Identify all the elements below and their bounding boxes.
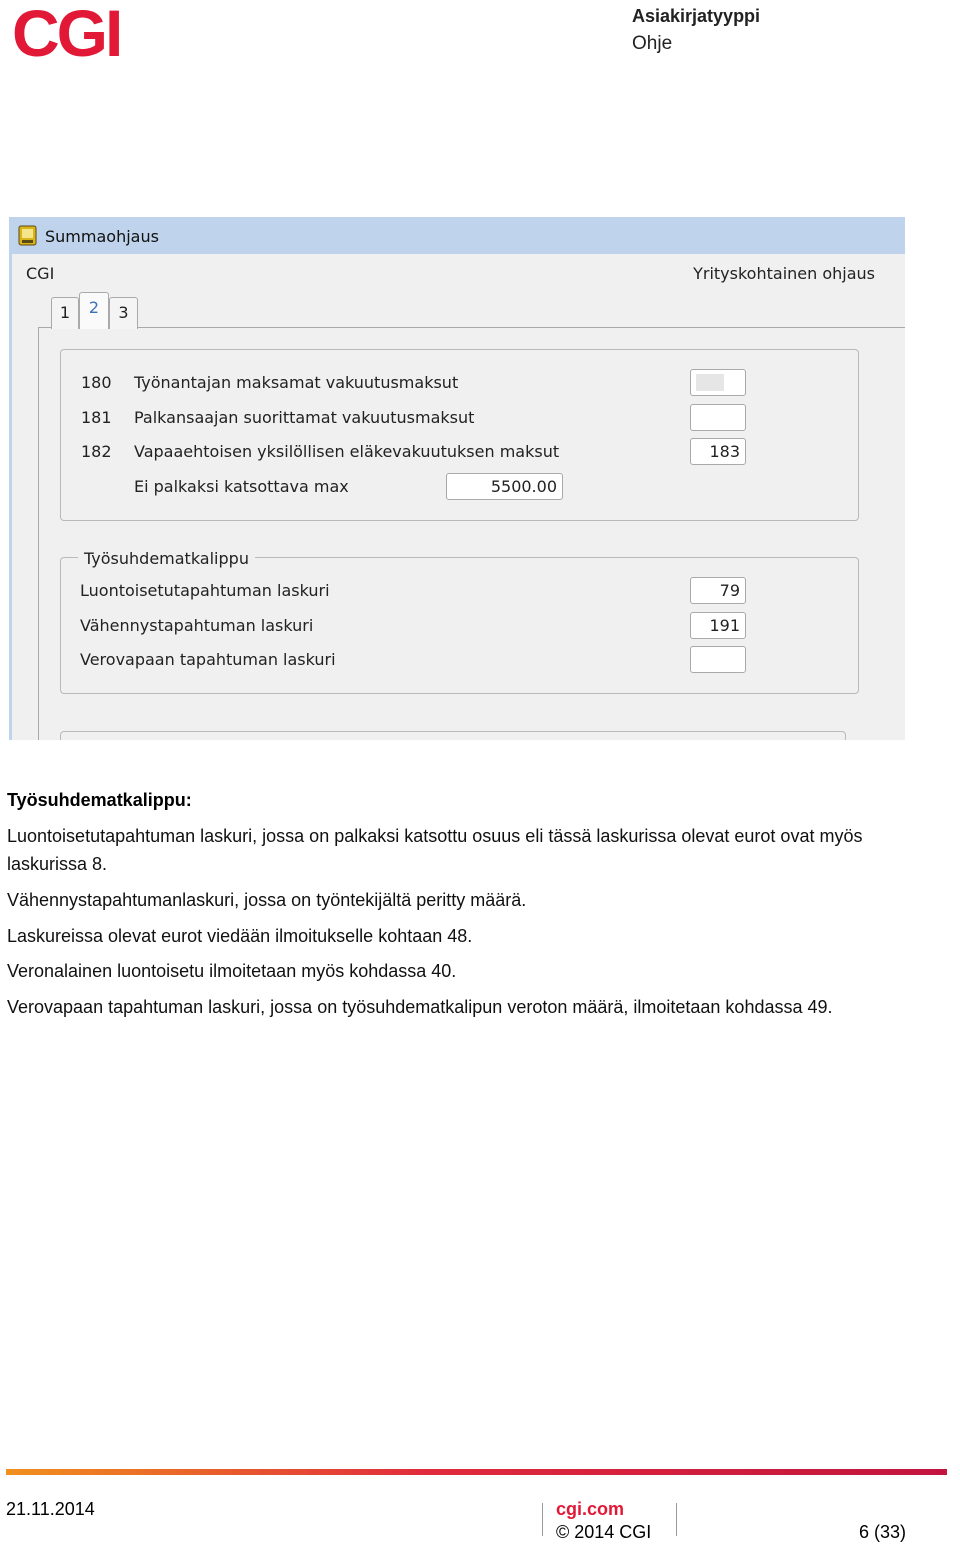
counter-label-taxfree: Verovapaan tapahtuman laskuri: [80, 650, 336, 669]
footer-copyright: © 2014 CGI: [556, 1522, 652, 1542]
row-code-180: 180: [81, 373, 112, 392]
app-icon: [18, 224, 37, 246]
logo-text: CGI: [12, 4, 121, 60]
mode-label: Yrityskohtainen ohjaus: [693, 264, 875, 283]
window-border: [9, 254, 12, 740]
counter-input-benefit[interactable]: 79: [690, 577, 746, 604]
window-title: Summaohjaus: [45, 227, 159, 246]
max-label: Ei palkaksi katsottava max: [134, 477, 349, 496]
footer-divider: [676, 1503, 677, 1536]
row-label-182: Vapaaehtoisen yksilöllisen eläkevakuutuksen maksut: [134, 442, 560, 461]
input-180[interactable]: [690, 369, 746, 396]
max-input[interactable]: 5500.00: [446, 473, 563, 500]
window-titlebar: [9, 217, 905, 254]
counter-label-deduction: Vähennystapahtuman laskuri: [80, 616, 314, 635]
row-code-182: 182: [81, 442, 112, 461]
body-line-4: Laskureissa olevat eurot viedään ilmoitukselle kohtaan 48.: [7, 926, 473, 946]
document-kind: Ohje: [632, 33, 673, 54]
tab-2[interactable]: 2: [79, 292, 109, 329]
row-label-180: Työnantajan maksamat vakuutusmaksut: [134, 373, 459, 392]
footer-url[interactable]: cgi.com: [556, 1499, 625, 1519]
body-line-1: Luontoisetutapahtuman laskuri, jossa on palkaksi katsottu osuus eli tässä laskurissa olevat eurot ovat myös: [7, 826, 863, 846]
group-title: Työsuhdematkalippu: [78, 549, 255, 568]
input-selection: [696, 374, 724, 391]
tab-1[interactable]: 1: [51, 297, 79, 329]
footer-bar: [6, 1469, 947, 1475]
body-line-5: Veronalainen luontoisetu ilmoitetaan myös kohdassa 40.: [7, 961, 457, 981]
footer-date: 21.11.2014: [6, 1499, 95, 1519]
summaohjaus-window: [9, 217, 905, 740]
next-group: [60, 731, 846, 740]
counter-label-benefit: Luontoisetutapahtuman laskuri: [80, 581, 330, 600]
row-code-181: 181: [81, 408, 112, 427]
document-type: Asiakirjatyyppi: [632, 6, 761, 26]
counter-input-deduction[interactable]: 191: [690, 612, 746, 639]
counter-input-taxfree[interactable]: [690, 646, 746, 673]
footer-page-number: 6 (33): [858, 1522, 906, 1542]
tab-3[interactable]: 3: [109, 297, 138, 329]
cgi-logo: [12, 4, 136, 60]
row-label-181: Palkansaajan suorittamat vakuutusmaksut: [134, 408, 475, 427]
footer-divider: [542, 1503, 543, 1536]
body-line-2: laskurissa 8.: [7, 854, 108, 874]
body-line-3: Vähennystapahtumanlaskuri, jossa on työntekijältä peritty määrä.: [7, 890, 527, 910]
input-182[interactable]: 183: [690, 438, 746, 465]
input-181[interactable]: [690, 404, 746, 431]
section-heading: Työsuhdematkalippu:: [7, 790, 192, 810]
company-label: CGI: [26, 264, 55, 283]
body-line-6: Verovapaan tapahtuman laskuri, jossa on työsuhdematkalipun veroton määrä, ilmoitetaan kohdassa 49.: [7, 997, 833, 1017]
